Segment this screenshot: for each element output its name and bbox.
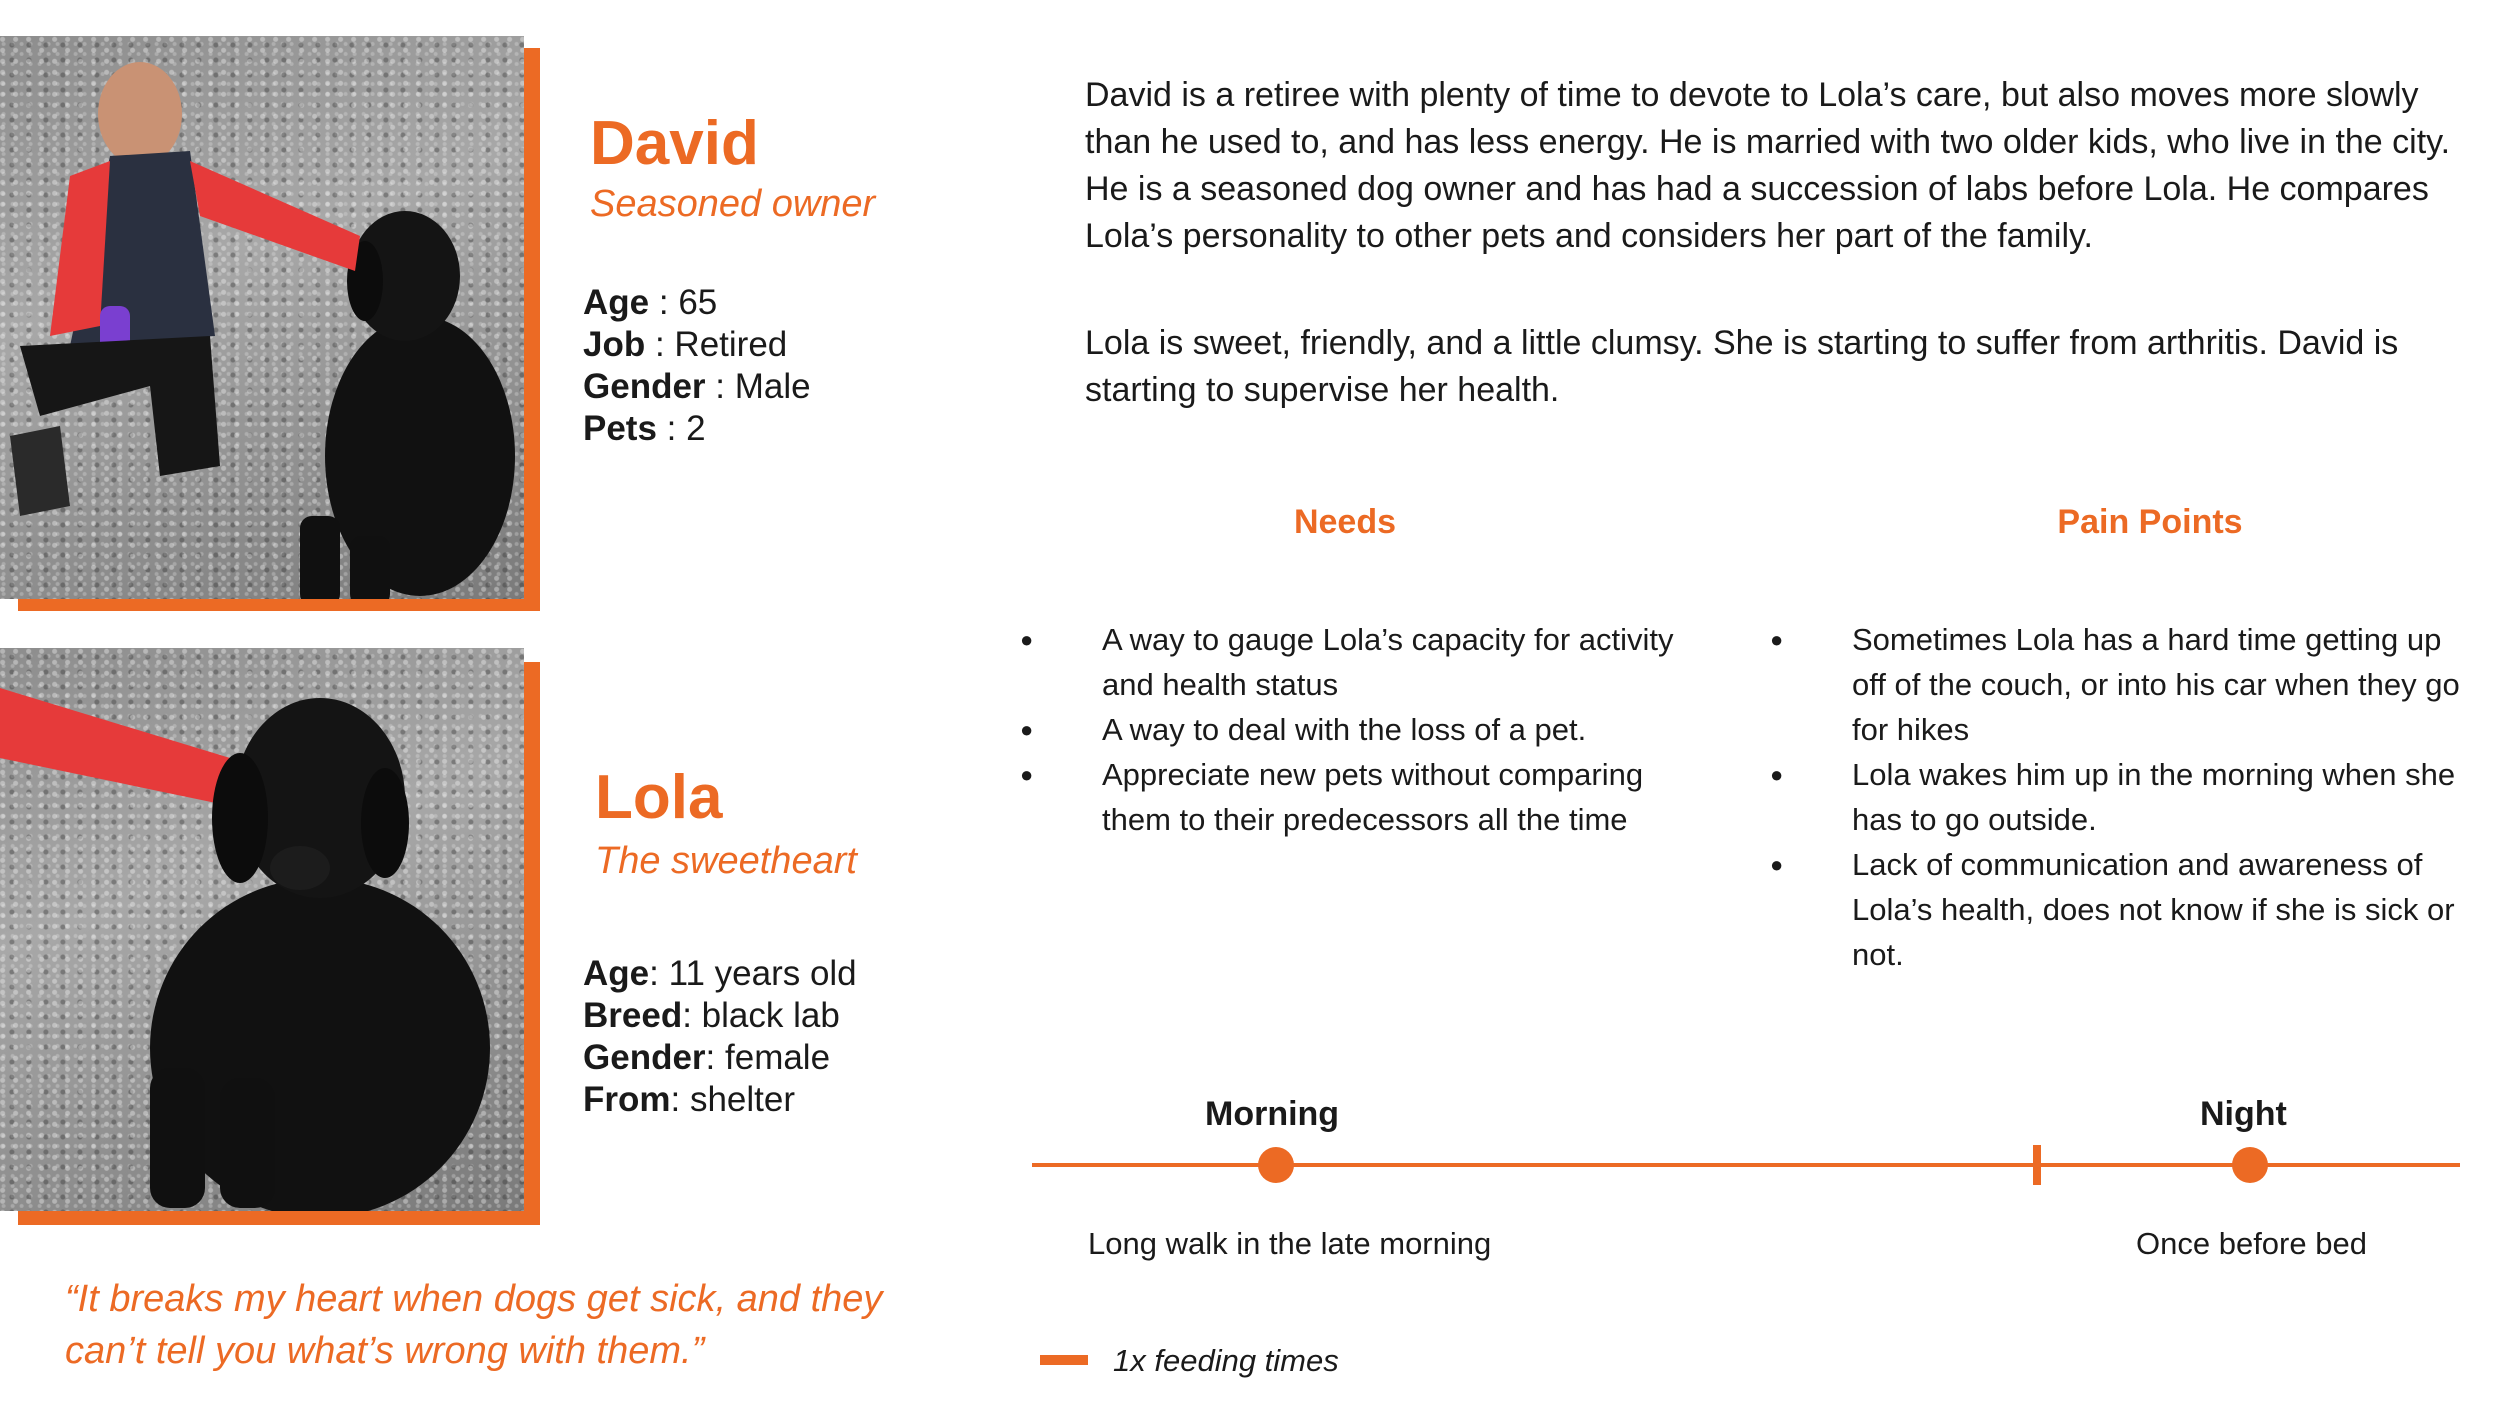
pet-fact-age: Age: 11 years old [583,954,857,993]
needs-list [1020,617,1700,842]
owner-fact-age: Age : 65 [583,283,718,322]
needs-item: ● Appreciate new pets without comparing them to their predecessors all the time [1020,752,1700,842]
needs-item: ● A way to gauge Lola’s capacity for activity and health status [1020,617,1700,707]
bio-paragraph-2: Lola is sweet, friendly, and a little clumsy. She is starting to suffer from arthritis. David is starting to supervise her health. [1085,324,2399,409]
timeline-morning-text: Long walk in the late morning [1088,1226,1492,1261]
timeline-night-label: Night [2200,1095,2287,1133]
pain-point-item: ● Lola wakes him up in the morning when she has to go outside. [1770,752,2470,842]
owner-name: David [590,109,759,178]
owner-fact-gender: Gender : Male [583,367,811,406]
pain-points-list [1770,617,2470,977]
pet-fact-breed: Breed: black lab [583,996,840,1035]
timeline-divider [2033,1145,2041,1185]
needs-heading: Needs [1293,503,1397,541]
timeline-morning-label: Morning [1205,1095,1340,1133]
pet-fact-from: From: shelter [583,1080,796,1119]
owner-subtitle: Seasoned owner [590,183,876,225]
owner-photo-illustration [0,36,524,599]
legend-feeding-swatch [1040,1355,1088,1365]
owner-fact-job: Job : Retired [583,325,788,364]
timeline-night-marker [2232,1147,2268,1183]
timeline-morning-marker [1258,1147,1294,1183]
pet-fact-gender: Gender: female [583,1038,831,1077]
persona-quote: “It breaks my heart when dogs get sick, and they can’t tell you what’s wrong with them.” [65,1278,883,1372]
pet-name: Lola [595,763,723,832]
pain-points-heading: Pain Points [2057,503,2243,541]
pain-point-item: ● Lack of communication and awareness of Lola’s health, does not know if she is sick or not. [1770,842,2470,977]
pet-facts [583,953,857,1121]
timeline-night-text: Once before bed [2136,1226,2367,1261]
pet-subtitle: The sweetheart [595,840,857,882]
pet-photo-illustration [0,648,524,1211]
owner-fact-pets: Pets : 2 [583,409,706,448]
needs-item: ● A way to deal with the loss of a pet. [1020,707,1700,752]
owner-facts [583,282,811,450]
pet-photo [0,648,524,1211]
owner-photo [0,36,524,599]
legend-feeding-text: 1x feeding times [1113,1343,1339,1378]
bio-paragraph-1: David is a retiree with plenty of time to devote to Lola’s care, but also moves more slowly than he used to, and has less energy. He is married with two older kids, who live in the city. He is a seasoned dog owner and has had a succession of labs before Lola. He compares Lola’s personality to other pets and considers her part of the family. [1085,76,2451,255]
pain-point-item: ● Sometimes Lola has a hard time getting up off of the couch, or into his car when they go for hikes [1770,617,2470,752]
